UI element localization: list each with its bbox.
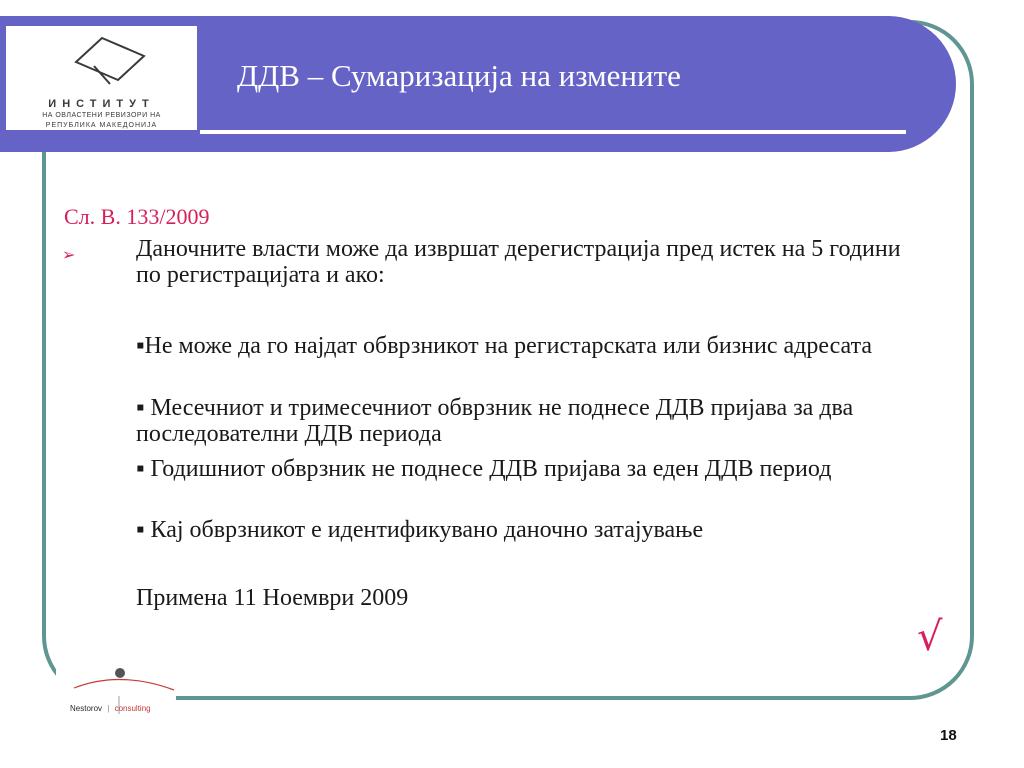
main-point: Даночните власти може да извршат дерегистрација пред истек на 5 години по регистрацијата и ако: bbox=[136, 236, 901, 288]
page-number: 18 bbox=[940, 727, 957, 744]
gazette-reference: Сл. В. 133/2009 bbox=[64, 204, 210, 229]
footer-logo-name: Nestorov bbox=[70, 704, 103, 713]
check-mark-icon: √ bbox=[917, 614, 943, 660]
sub-point-3: ▪ Годишниот обврзник не поднесе ДДВ пријава за еден ДДВ период bbox=[136, 456, 832, 482]
arrow-bullet-icon: ➢ bbox=[62, 245, 76, 264]
slide-title: ДДВ – Сумаризација на измените bbox=[237, 58, 681, 93]
applied-date: Примена 11 Ноември 2009 bbox=[136, 585, 409, 611]
nestorov-logo-icon bbox=[70, 662, 180, 722]
header-divider bbox=[200, 130, 906, 134]
logo-line-2: НА ОВЛАСТЕНИ РЕВИЗОРИ НА bbox=[42, 112, 161, 119]
footer-logo-separator: | bbox=[107, 704, 110, 713]
sub-point-2: ▪ Месечниот и тримесечниот обврзник не поднесе ДДВ пријава за два последователни ДДВ периода bbox=[136, 395, 854, 447]
institute-logo bbox=[6, 26, 197, 130]
logo-line-3: РЕПУБЛИКА МАКЕДОНИЈА bbox=[45, 122, 158, 129]
sub-point-4: ▪ Кај обврзникот е идентификувано даночно затајување bbox=[136, 517, 704, 543]
footer-logo-text bbox=[70, 704, 151, 713]
sub-point-1: ▪Не може да го најдат обврзникот на регистарската или бизнис адресата bbox=[136, 333, 873, 359]
logo-line-1: ИНСТИТУТ bbox=[48, 98, 155, 110]
footer-logo-tag: consulting bbox=[114, 704, 151, 713]
